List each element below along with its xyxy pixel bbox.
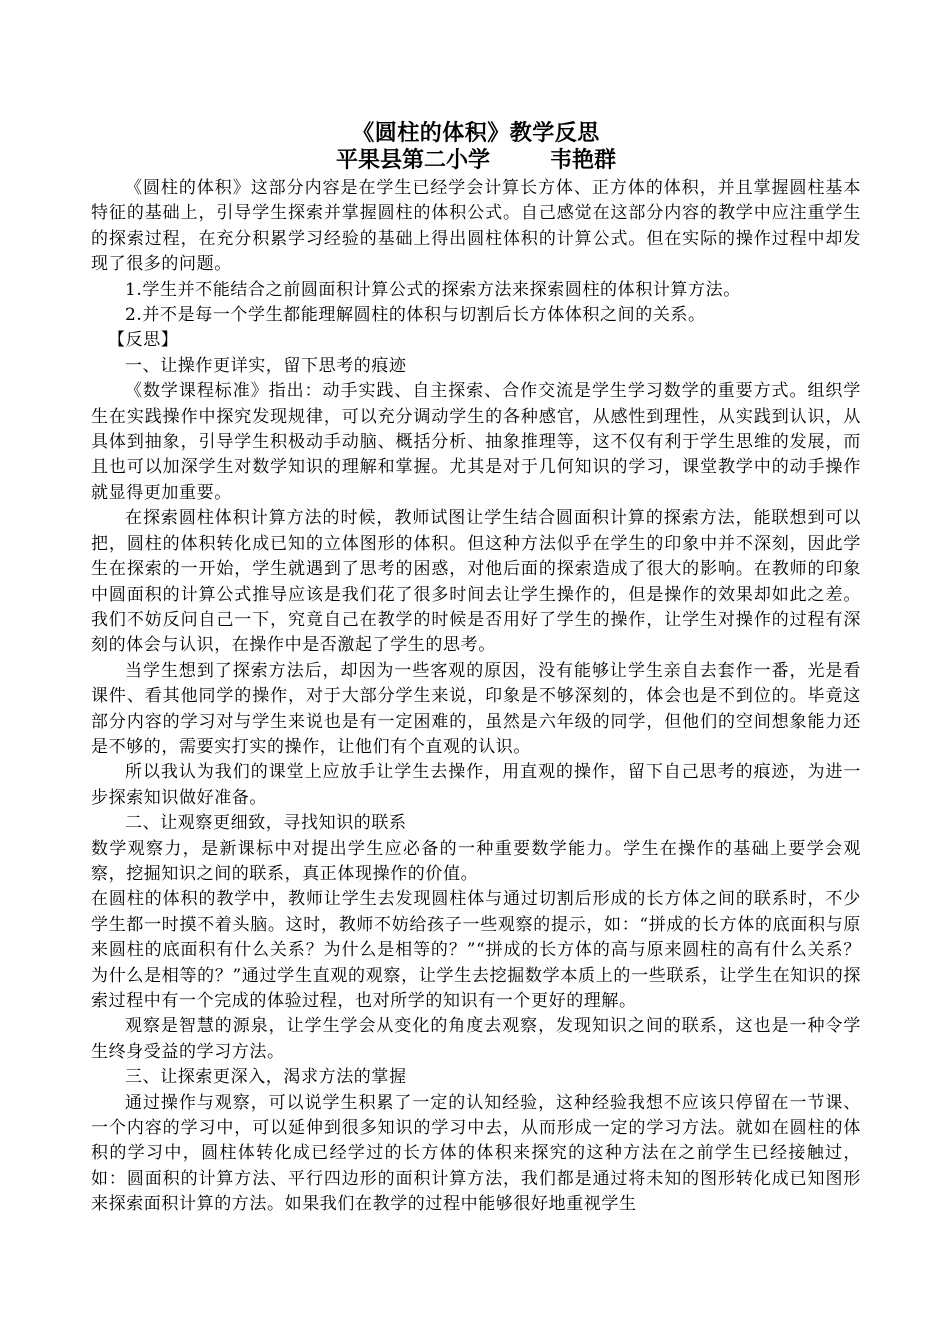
body-paragraph: 《圆柱的体积》这部分内容是在学生已经学会计算长方体、正方体的体积，并且掌握圆柱基本特征的基础上，引导学生探索并掌握圆柱的体积公式。自己感觉在这部分内容的教学中应注重学生的探索过程，在充分积累学习经验的基础上得出圆柱体积的计算公式。但在实际的操作过程中却发现了很多的问题。 [91, 178, 861, 275]
body-paragraph: 观察是智慧的源泉，让学生学会从变化的角度去观察，发现知识之间的联系，这也是一种令学生终身受益的学习方法。 [91, 1016, 861, 1062]
body-paragraph: 所以我认为我们的课堂上应放手让学生去操作，用直观的操作，留下自己思考的痕迹，为进一步探索知识做好准备。 [91, 762, 861, 808]
body-paragraph: 当学生想到了探索方法后，却因为一些客观的原因，没有能够让学生亲自去套作一番，光是看课件、看其他同学的操作，对于大部分学生来说，印象是不够深刻的，体会也是不到位的。毕竟这部分内容的学习对与学生来说也是有一定困难的，虽然是六年级的同学，但他们的空间想象能力还是不够的，需要实打实的操作，让他们有个直观的认识。 [91, 660, 861, 757]
document-byline [91, 147, 861, 174]
body-paragraph: 在圆柱的体积的教学中，教师让学生去发现圆柱体与通过切割后形成的长方体之间的联系时，不少学生都一时摸不着头脑。这时，教师不妨给孩子一些观察的提示，如：“拼成的长方体的底面积与原来圆柱的底面积有什么关系？为什么是相等的？”“拼成的长方体的高与原来圆柱的高有什么关系？为什么是相等的？”通过学生直观的观察，让学生去挖掘数学本质上的一些联系，让学生在知识的探索过程中有一个完成的体验过程，也对所学的知识有一个更好的理解。 [91, 889, 861, 1011]
body-paragraph: 二、让观察更细致，寻找知识的联系 [125, 813, 407, 834]
document-body [91, 176, 861, 1218]
body-paragraph: 2.并不是每一个学生都能理解圆柱的体积与切割后长方体体积之间的关系。 [125, 305, 706, 326]
document-title: 《圆柱的体积》教学反思 [352, 121, 600, 146]
body-paragraph: 数学观察力，是新课标中对提出学生应必备的一种重要数学能力。学生在操作的基础上要学会观察，挖掘知识之间的联系，真正体现操作的价值。 [91, 838, 861, 884]
body-paragraph: 三、让探索更深入，渴求方法的掌握 [125, 1067, 407, 1088]
body-paragraph: 《数学课程标准》指出：动手实践、自主探索、合作交流是学生学习数学的重要方式。组织学生在实践操作中探究发现规律，可以充分调动学生的各种感官，从感性到理性，从实践到认识，从具体到抽象，引导学生积极动手动脑、概括分析、抽象推理等，这不仅有利于学生思维的发展，而且也可以加深学生对数学知识的理解和掌握。尤其是对于几何知识的学习，课堂教学中的动手操作就显得更加重要。 [91, 381, 861, 503]
school-name: 平果县第二小学 [335, 148, 490, 173]
body-paragraph: 在探索圆柱体积计算方法的时候，教师试图让学生结合圆面积计算的探索方法，能联想到可以把，圆柱的体积转化成已知的立体图形的体积。但这种方法似乎在学生的印象中并不深刻，因此学生在探索的一开始，学生就遇到了思考的困惑，对他后面的探索造成了很大的影响。在教师的印象中圆面积的计算公式推导应该是我们花了很多时间去让学生操作的，但是操作的效果却如此之差。我们不妨反问自己一下，究竟自己在教学的时候是否用好了学生的操作，让学生对操作的过程有深刻的体会与认识，在操作中是否激起了学生的思考。 [91, 508, 861, 656]
body-paragraph: 通过操作与观察，可以说学生积累了一定的认知经验，这种经验我想不应该只停留在一节课、一个内容的学习中，可以延伸到很多知识的学习中去，从而形成一定的学习方法。就如在圆柱的体积的学习中，圆柱体转化成已经学过的长方体的体积来探究的这种方法在之前学生已经接触过，如：圆面积的计算方法、平行四边形的面积计算方法，我们都是通过将未知的图形转化成已知图形来探索面积计算的方法。如果我们在教学的过程中能够很好地重视学生 [91, 1092, 861, 1215]
body-paragraph: 【反思】 [108, 330, 179, 351]
document-page [91, 120, 861, 1218]
author-name: 韦艳群 [550, 148, 617, 173]
body-paragraph: 一、让操作更详实，留下思考的痕迹 [125, 355, 407, 376]
body-paragraph: 1.学生并不能结合之前圆面积计算公式的探索方法来探索圆柱的体积计算方法。 [125, 279, 741, 300]
